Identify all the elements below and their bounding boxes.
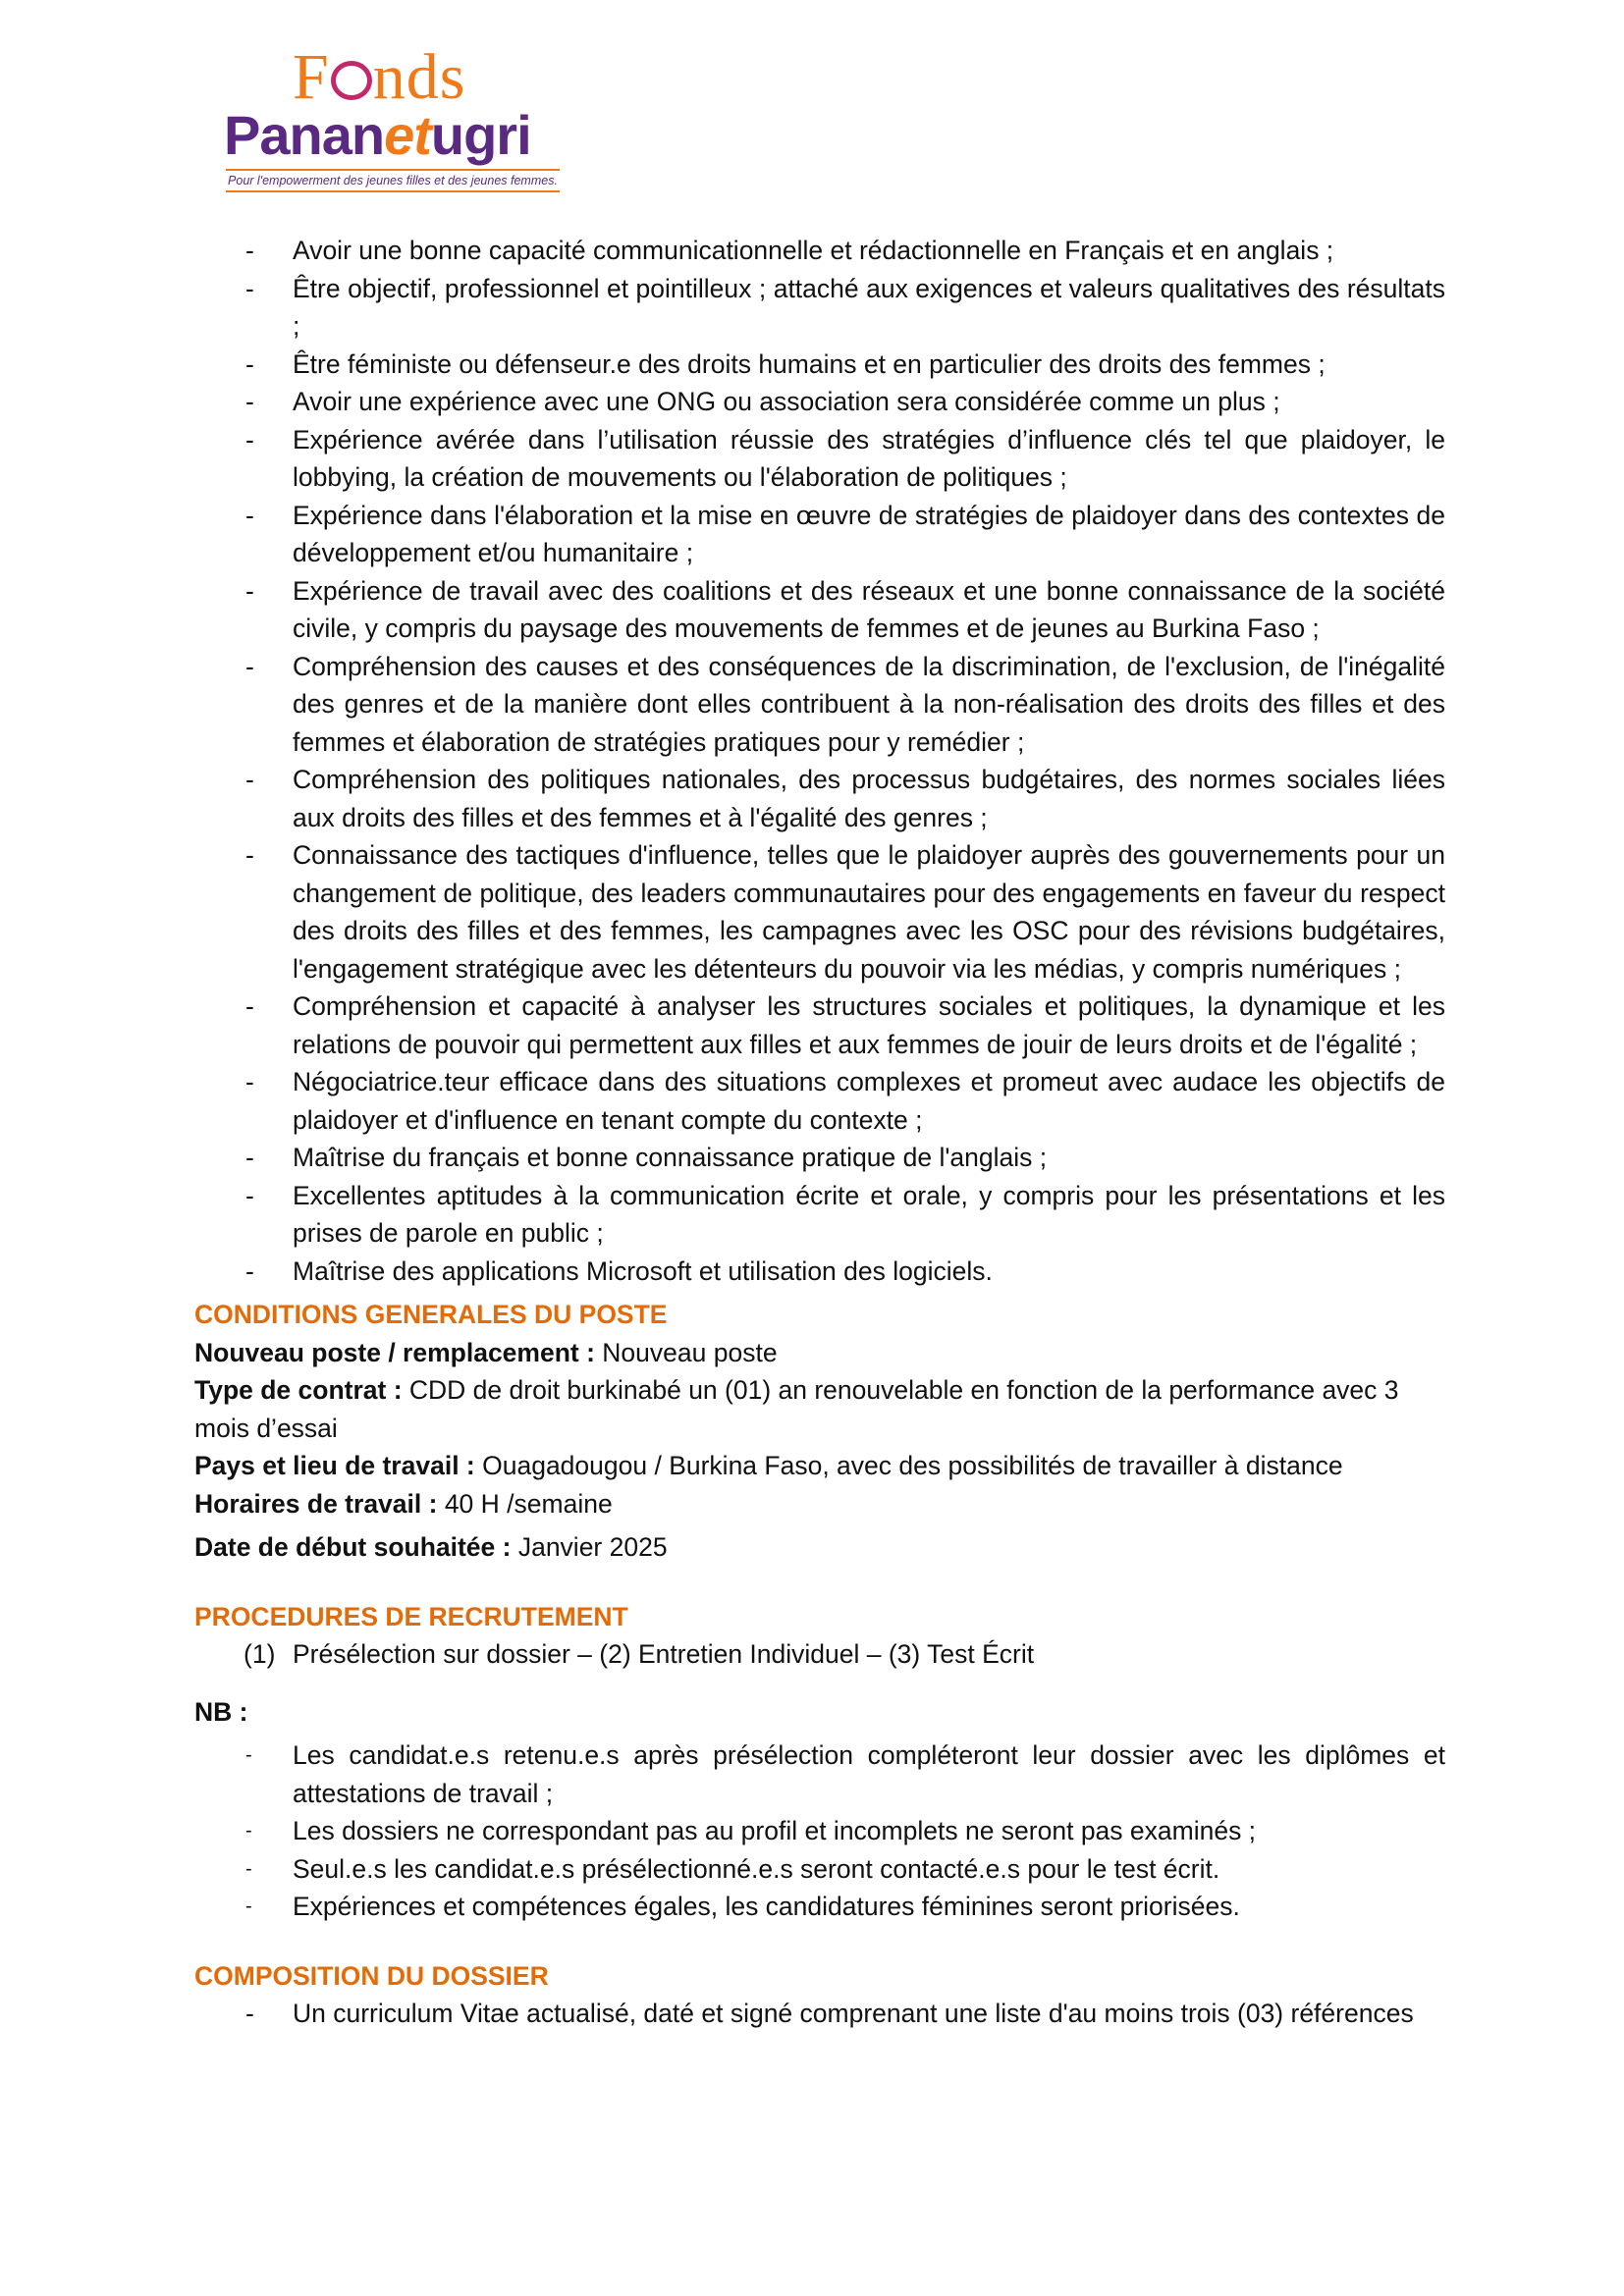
- list-item: - Être objectif, professionnel et pointilleux ; attaché aux exigences et valeurs qualitatives des résultats ;: [194, 270, 1445, 346]
- document-body: [194, 232, 1445, 2033]
- conditions-heading: CONDITIONS GENERALES DU POSTE: [194, 1300, 668, 1329]
- recruitment-steps: [194, 1635, 1445, 1674]
- list-item: - Négociatrice.teur efficace dans des situations complexes et promeut avec audace les objectifs de plaidoyer et d'influence en tenant compte du contexte ;: [194, 1063, 1445, 1139]
- dossier-heading: COMPOSITION DU DOSSIER: [194, 1960, 549, 1991]
- logo-tagline: Pour l'empowerment des jeunes filles et des jeunes femmes.: [226, 169, 560, 192]
- list-item: - Les dossiers ne correspondant pas au profil et incomplets ne seront pas examinés ;: [194, 1812, 1445, 1850]
- nb-label: NB :: [194, 1696, 248, 1727]
- logo-wordmark-pananetugri: Pananetugri: [224, 104, 531, 166]
- dossier-list: [194, 1995, 1445, 2033]
- list-item: - Connaissance des tactiques d'influence, telles que le plaidoyer auprès des gouvernements pour un changement de politique, des leaders communautaires pour des engagements en faveur du respect des droits des filles et des femmes, les campagnes avec les OSC pour des révisions budgétaires, l'engagement stratégique avec les détenteurs du pouvoir via les médias, y compris numériques ;: [194, 836, 1445, 988]
- list-item: - Compréhension des politiques nationales, des processus budgétaires, des normes sociales liées aux droits des filles et des femmes et à l'égalité des genres ;: [194, 761, 1445, 836]
- nb-list: [194, 1736, 1445, 1926]
- organization-logo: [222, 43, 562, 200]
- list-item: - Expérience de travail avec des coalitions et des réseaux et une bonne connaissance de la société civile, y compris du paysage des mouvements de femmes et de jeunes au Burkina Faso ;: [194, 572, 1445, 648]
- recruitment-heading: PROCEDURES DE RECRUTEMENT: [194, 1601, 628, 1631]
- list-item: - Compréhension des causes et des conséquences de la discrimination, de l'exclusion, de l'inégalité des genres et de la manière dont elles contribuent à la non-réalisation des droits des filles et des femmes et élaboration de stratégies pratiques pour y remédier ;: [194, 648, 1445, 762]
- venus-symbol-icon: [331, 61, 372, 100]
- condition-new-post: Nouveau poste / remplacement : Nouveau poste: [194, 1337, 778, 1367]
- logo-wordmark-fonds: F nds: [293, 41, 466, 113]
- list-item: - Un curriculum Vitae actualisé, daté et signé comprenant une liste d'au moins trois (03) références: [194, 1995, 1445, 2033]
- profile-list: [194, 232, 1445, 1290]
- list-item: (1) Présélection sur dossier – (2) Entretien Individuel – (3) Test Écrit: [244, 1639, 1035, 1669]
- condition-contract-type: Type de contrat : CDD de droit burkinabé un (01) an renouvelable en fonction de la performance avec 3 mois d’essai: [194, 1375, 1399, 1443]
- list-item: - Avoir une bonne capacité communicationnelle et rédactionnelle en Français et en anglais ;: [194, 232, 1445, 270]
- list-item: - Compréhension et capacité à analyser les structures sociales et politiques, la dynamique et les relations de pouvoir qui permettent aux filles et aux femmes de jouir de leurs droits et de l'égalité ;: [194, 988, 1445, 1063]
- list-item: - Maîtrise du français et bonne connaissance pratique de l'anglais ;: [194, 1139, 1445, 1177]
- list-item: - Expériences et compétences égales, les candidatures féminines seront priorisées.: [194, 1888, 1445, 1926]
- list-item: - Maîtrise des applications Microsoft et utilisation des logiciels.: [194, 1253, 1445, 1291]
- list-item: - Expérience dans l'élaboration et la mise en œuvre de stratégies de plaidoyer dans des contextes de développement et/ou humanitaire ;: [194, 497, 1445, 572]
- list-item: - Avoir une expérience avec une ONG ou association sera considérée comme un plus ;: [194, 383, 1445, 421]
- condition-work-hours: Horaires de travail : 40 H /semaine: [194, 1488, 613, 1519]
- list-item: - Les candidat.e.s retenu.e.s après présélection compléteront leur dossier avec les diplômes et attestations de travail ;: [194, 1736, 1445, 1812]
- list-item: - Excellentes aptitudes à la communication écrite et orale, y compris pour les présentations et les prises de parole en public ;: [194, 1177, 1445, 1253]
- condition-work-location: Pays et lieu de travail : Ouagadougou / Burkina Faso, avec des possibilités de travailler à distance: [194, 1451, 1343, 1480]
- list-item: - Expérience avérée dans l’utilisation réussie des stratégies d’influence clés tel que plaidoyer, le lobbying, la création de mouvements ou l'élaboration de politiques ;: [194, 421, 1445, 497]
- list-item: - Être féministe ou défenseur.e des droits humains et en particulier des droits des femmes ;: [194, 346, 1445, 384]
- list-item: - Seul.e.s les candidat.e.s présélectionné.e.s seront contacté.e.s pour le test écrit.: [194, 1850, 1445, 1889]
- condition-start-date: Date de début souhaitée : Janvier 2025: [194, 1532, 668, 1562]
